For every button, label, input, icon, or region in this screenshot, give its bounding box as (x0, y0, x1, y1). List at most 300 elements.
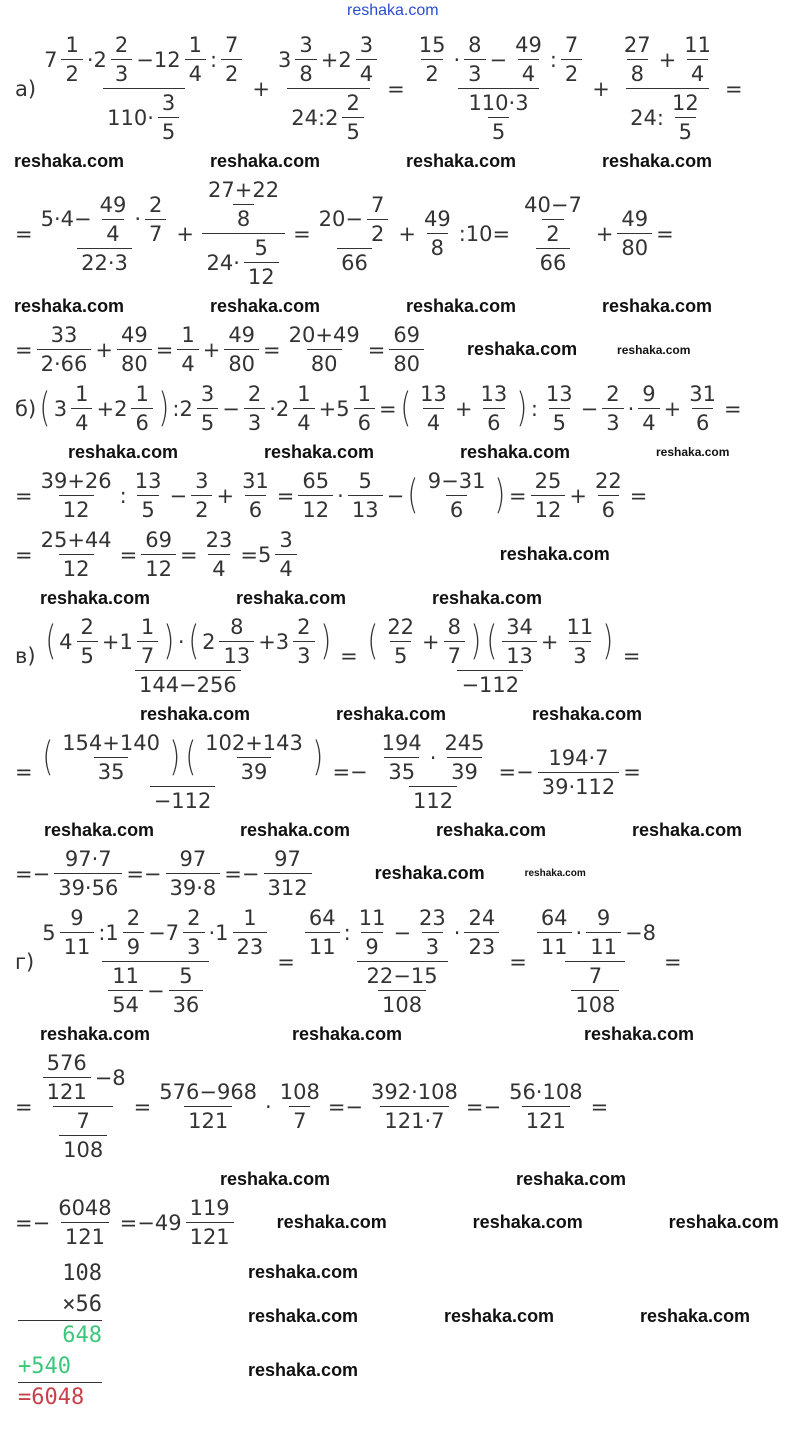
math-text: =− (126, 861, 162, 886)
fraction (37, 469, 116, 522)
numerator (37, 528, 116, 554)
parenthesized-group (398, 382, 530, 435)
denominator (102, 219, 123, 246)
math-text: : (549, 47, 557, 72)
row-v-1 (14, 615, 789, 697)
math-text: 2 (149, 192, 163, 217)
math-text: − (580, 396, 599, 421)
numerator (537, 906, 572, 932)
watermark[interactable]: reshaka.com (210, 295, 321, 316)
math-text: 24 (468, 906, 496, 930)
watermark[interactable]: reshaka.com (347, 2, 439, 19)
numerator (185, 33, 206, 59)
denominator (298, 495, 333, 522)
math-text: 9 (126, 935, 141, 959)
math-text: 34 (506, 615, 533, 639)
numerator (464, 906, 499, 932)
denominator (264, 873, 312, 900)
denominator (464, 932, 499, 959)
numerator (191, 469, 212, 495)
numerator (363, 964, 442, 990)
denominator (444, 641, 465, 668)
watermark[interactable]: reshaka.com (499, 544, 610, 564)
math-text: 6 (487, 411, 501, 435)
watermark[interactable]: reshaka.com (640, 1305, 751, 1326)
numerator (511, 33, 546, 59)
fraction (638, 382, 659, 435)
math-text: 49 (228, 323, 256, 347)
watermark[interactable]: reshaka.com (444, 1305, 555, 1326)
row-b-2 (14, 469, 789, 522)
right-paren: ) (602, 617, 614, 664)
watermark[interactable]: reshaka.com (406, 150, 517, 171)
math-text: 13 (223, 644, 251, 668)
watermark-row (248, 1260, 750, 1284)
denominator (409, 786, 457, 813)
math-text: 49 (120, 323, 148, 347)
watermark[interactable]: reshaka.com (668, 1212, 779, 1232)
parenthesized-group (40, 731, 183, 784)
math-text: 39 (240, 760, 268, 784)
numerator (239, 906, 260, 932)
numerator (54, 1196, 115, 1222)
watermark[interactable]: reshaka.com (44, 819, 155, 840)
watermark[interactable]: reshaka.com (472, 1212, 583, 1232)
math-text: 2 (606, 382, 620, 406)
denominator (617, 233, 652, 260)
watermark-row (14, 1167, 789, 1191)
line-b-2 (14, 469, 648, 522)
math-text: 5 (678, 120, 693, 144)
math-text: 13 (545, 382, 573, 406)
fraction (233, 906, 268, 959)
math-text: 144−256 (138, 673, 237, 697)
math-text: · (627, 396, 635, 421)
numerator (367, 1080, 462, 1106)
math-text: 7 (225, 33, 239, 57)
denominator (137, 495, 158, 522)
math-text: 3 (200, 382, 215, 406)
numerator (617, 207, 652, 233)
numerator (224, 323, 259, 349)
math-text: = (663, 949, 682, 974)
math-text: 2 (126, 906, 141, 930)
line-g-1 (14, 906, 683, 1017)
math-text: 12 (145, 557, 172, 581)
denominator (356, 59, 377, 86)
denominator (77, 248, 132, 275)
numerator (37, 469, 116, 495)
numerator (175, 964, 196, 990)
math-text: 3 (161, 91, 176, 115)
math-text: 35 (388, 760, 416, 784)
solution-content (14, 30, 789, 1413)
math-text: 23 (419, 906, 446, 930)
fraction (201, 731, 307, 784)
watermark[interactable]: reshaka.com (336, 703, 447, 724)
numerator (37, 731, 329, 786)
math-text: + (95, 337, 113, 362)
right-paren: ) (494, 471, 506, 518)
denominator (389, 349, 424, 376)
fraction (108, 964, 143, 1017)
math-text: 3 (278, 47, 292, 72)
denominator (54, 873, 122, 900)
numerator (367, 193, 388, 219)
math-text: 2 (371, 221, 385, 246)
math-text: 3 (299, 33, 313, 57)
denominator (447, 757, 482, 784)
watermark[interactable]: reshaka.com (406, 295, 517, 316)
math-text: 97 (179, 847, 207, 871)
fraction (477, 382, 512, 435)
math-text: =−49 (119, 1210, 182, 1235)
watermark[interactable]: reshaka.com (436, 819, 547, 840)
fraction (224, 323, 259, 376)
denominator (224, 349, 259, 376)
numerator (444, 615, 465, 641)
math-text: = (378, 396, 397, 421)
denominator (208, 554, 229, 581)
fraction (415, 33, 450, 86)
fraction (355, 906, 390, 959)
denominator (293, 408, 314, 435)
fraction (315, 193, 395, 275)
math-text: 3 (297, 644, 311, 668)
fraction (191, 469, 212, 522)
watermark[interactable]: reshaka.com (276, 1212, 387, 1232)
math-text: 8 (468, 33, 482, 57)
watermark[interactable]: reshaka.com (14, 295, 125, 316)
denominator (185, 59, 206, 86)
numerator (620, 33, 655, 59)
fraction (244, 382, 265, 435)
watermark[interactable]: reshaka.com (524, 868, 586, 879)
math-text: 3 (606, 411, 620, 435)
math-text: 3 (279, 528, 293, 552)
watermark[interactable]: reshaka.com (248, 1261, 359, 1282)
multiplicand: 108 (62, 1261, 102, 1286)
fraction (505, 1080, 586, 1133)
math-text: 2 (195, 498, 209, 522)
fraction (591, 469, 626, 522)
math-text: = (15, 760, 33, 784)
fraction (177, 323, 198, 376)
math-text: 80 (228, 352, 256, 376)
numerator (293, 382, 314, 408)
denominator (59, 495, 94, 522)
line-a-3 (14, 323, 427, 376)
numerator (680, 33, 715, 59)
watermark[interactable]: reshaka.com (516, 1168, 627, 1189)
line-b-1 (14, 382, 743, 435)
numerator (477, 382, 512, 408)
math-text: 97·7 (64, 847, 112, 871)
math-text: 7 (588, 964, 603, 988)
math-text: 2 (187, 906, 201, 930)
fraction (183, 906, 204, 959)
math-text: 2 (346, 91, 360, 115)
watermark[interactable]: reshaka.com (432, 587, 543, 608)
denominator (561, 59, 582, 86)
watermark[interactable]: reshaka.com (220, 1168, 331, 1189)
numerator (123, 906, 144, 932)
denominator (542, 219, 563, 246)
numerator (183, 906, 204, 932)
math-text: 110·3 (468, 91, 529, 115)
watermark[interactable]: reshaka.com (248, 1359, 359, 1380)
denominator (569, 641, 590, 668)
watermark[interactable]: reshaka.com (467, 339, 578, 359)
math-text: 7 (76, 1109, 90, 1133)
right-paren: ) (169, 733, 181, 780)
watermark[interactable]: reshaka.com (460, 441, 571, 462)
numerator (383, 615, 418, 641)
watermark[interactable]: reshaka.com (210, 150, 321, 171)
math-text: − (169, 483, 188, 508)
watermark[interactable]: reshaka.com (632, 819, 743, 840)
math-text: 31 (242, 469, 269, 493)
math-text: = (293, 221, 311, 246)
math-text: 5 (358, 469, 372, 493)
numerator (424, 469, 490, 495)
denominator (111, 59, 132, 86)
watermark[interactable]: reshaka.com (68, 441, 179, 462)
denominator (354, 408, 375, 435)
math-text: 13 (420, 382, 447, 406)
fraction (40, 615, 337, 697)
watermark[interactable]: reshaka.com (584, 1023, 695, 1044)
numerator (43, 1051, 91, 1077)
watermark[interactable]: reshaka.com (292, 1023, 403, 1044)
fraction (383, 615, 418, 668)
watermark[interactable]: reshaka.com (656, 445, 730, 459)
math-text: 24: (630, 105, 664, 130)
math-text: 8 (630, 62, 644, 86)
denominator (378, 990, 426, 1017)
math-text: 6048 (58, 1196, 112, 1220)
math-text: =− (15, 861, 51, 886)
fraction (145, 193, 166, 246)
math-text: 3 (359, 33, 374, 57)
math-text: 112 (413, 789, 454, 813)
denominator (61, 1222, 109, 1249)
math-text: 4 (359, 62, 374, 86)
watermark-row (14, 149, 789, 173)
numerator (342, 91, 363, 117)
math-text: 108 (63, 1138, 104, 1162)
numerator (77, 615, 98, 641)
fraction (238, 469, 273, 522)
math-text: 64 (540, 906, 568, 930)
parenthesized-group (183, 731, 326, 784)
numerator (685, 382, 720, 408)
fraction (37, 1051, 130, 1162)
denominator (380, 1106, 448, 1133)
fraction (197, 382, 218, 435)
watermark-row (248, 1358, 750, 1382)
numerator (298, 469, 333, 495)
denominator (348, 495, 383, 522)
denominator (117, 349, 152, 376)
denominator (135, 670, 241, 697)
denominator (186, 1222, 234, 1249)
numerator (505, 1080, 586, 1106)
fraction (221, 33, 242, 86)
math-text: 7 (44, 47, 58, 72)
denominator (423, 408, 444, 435)
right-paren: ) (516, 384, 528, 431)
watermark[interactable]: reshaka.com (374, 863, 485, 883)
fraction (37, 193, 173, 275)
math-text: 1 (188, 33, 202, 57)
math-text: 22 (594, 469, 622, 493)
denominator (102, 961, 209, 1017)
denominator (166, 873, 221, 900)
math-text: = (509, 483, 527, 508)
math-text: +5 (318, 396, 350, 421)
fraction (298, 469, 333, 522)
denominator (221, 59, 242, 86)
numerator (355, 906, 390, 932)
math-text: 4 (297, 411, 311, 435)
left-paren: ( (184, 733, 196, 780)
watermark[interactable]: reshaka.com (602, 150, 713, 171)
numerator (514, 193, 592, 248)
watermark[interactable]: reshaka.com (602, 295, 713, 316)
math-text: 12 (62, 498, 90, 522)
numerator (58, 731, 164, 757)
watermark[interactable]: reshaka.com (236, 587, 347, 608)
math-text: 66 (539, 250, 567, 275)
denominator (483, 408, 504, 435)
numerator (61, 847, 116, 873)
watermark[interactable]: reshaka.com (532, 703, 643, 724)
watermark[interactable]: reshaka.com (248, 1305, 359, 1326)
denominator (675, 117, 696, 144)
denominator (549, 408, 570, 435)
fraction (123, 906, 144, 959)
math-text: −112 (153, 789, 212, 813)
math-text: 312 (267, 876, 308, 900)
math-text: = (119, 542, 138, 567)
math-text: 49 (515, 33, 542, 57)
watermark[interactable]: reshaka.com (264, 441, 375, 462)
numerator (66, 906, 87, 932)
fraction (155, 1080, 261, 1133)
fraction (137, 615, 158, 668)
row-a-1 (14, 33, 789, 144)
math-text: 9 (642, 382, 656, 406)
math-text: −12 (136, 47, 181, 72)
watermark-group (375, 863, 586, 884)
math-text: 12 (671, 91, 699, 115)
math-text: 97 (274, 847, 301, 871)
math-text: 8 (299, 62, 313, 86)
denominator (536, 248, 571, 275)
math-text: 7 (371, 192, 385, 217)
denominator (141, 554, 176, 581)
fraction (204, 178, 283, 231)
numerator (362, 615, 619, 670)
denominator (422, 932, 443, 959)
math-text: · (337, 483, 344, 508)
math-text: 4 (106, 221, 120, 246)
numerator (531, 906, 660, 961)
row-b-3 (14, 528, 789, 581)
math-text: 194·7 (548, 745, 609, 770)
math-text: 36 (172, 993, 200, 1017)
math-text: + (663, 396, 682, 421)
math-text: 7 (149, 221, 163, 246)
line-b-3 (14, 528, 300, 581)
numerator (71, 382, 92, 408)
math-text: 108 (575, 993, 616, 1017)
denominator (77, 641, 98, 668)
math-text: 121 (46, 1080, 87, 1104)
math-text: · (453, 920, 461, 945)
numerator (415, 33, 450, 59)
numerator (409, 33, 589, 88)
watermark[interactable]: reshaka.com (617, 342, 691, 357)
numerator (61, 33, 82, 59)
math-text: 65 (302, 469, 330, 493)
math-text: 119 (189, 1196, 230, 1220)
line-v-2 (14, 731, 642, 813)
numerator (158, 91, 179, 117)
math-text: 39·112 (541, 774, 616, 799)
watermark[interactable]: reshaka.com (40, 587, 151, 608)
numerator (251, 236, 272, 262)
fraction (372, 731, 495, 813)
math-text: +2 (320, 47, 352, 72)
watermark[interactable]: reshaka.com (240, 819, 351, 840)
fraction (342, 91, 363, 144)
math-text: :2 (172, 396, 193, 421)
fraction (275, 528, 296, 581)
denominator (531, 495, 566, 522)
math-text: 1 (65, 33, 79, 57)
watermark[interactable]: reshaka.com (140, 703, 251, 724)
math-text: 11 (63, 935, 91, 959)
fraction (502, 615, 537, 668)
watermark[interactable]: reshaka.com (40, 1023, 151, 1044)
math-text: 20− (318, 207, 363, 231)
denominator (59, 554, 94, 581)
numerator (141, 528, 176, 554)
watermark-group (500, 544, 610, 565)
math-text: 2 (225, 62, 239, 86)
fraction (531, 469, 566, 522)
denominator (488, 117, 509, 144)
math-text: 33 (50, 323, 78, 347)
numerator (40, 33, 248, 88)
denominator (427, 233, 448, 260)
math-text: 11 (684, 33, 711, 57)
math-text: 245 (444, 731, 485, 755)
fraction (293, 615, 314, 668)
math-text: 5 (80, 644, 94, 668)
fraction (71, 382, 92, 435)
denominator (571, 990, 619, 1017)
fraction (58, 731, 164, 784)
fraction (77, 615, 98, 668)
math-text: = (277, 949, 295, 974)
partial-product-2: +540 (18, 1354, 71, 1379)
fraction (563, 615, 598, 668)
math-text: 110· (107, 105, 154, 130)
watermark[interactable]: reshaka.com (14, 150, 125, 171)
